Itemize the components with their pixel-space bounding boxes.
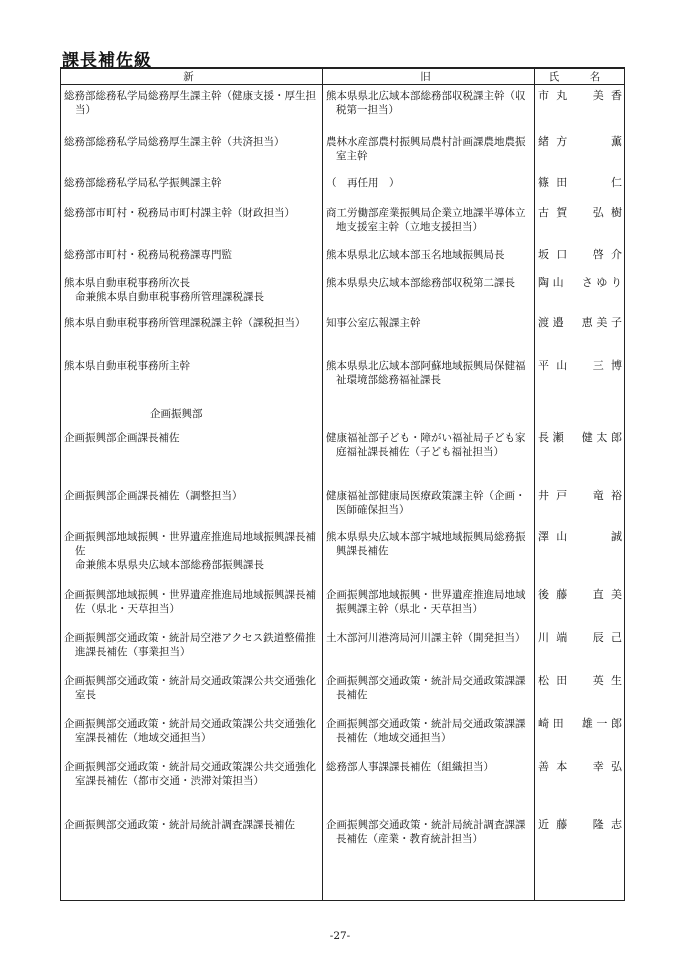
- person-name: 陶山 さゆり: [538, 275, 622, 289]
- new-position-line: 総務部総務私学局総務厚生課主幹（健康支援・厚生担当）: [64, 90, 316, 116]
- person-name: 坂口 啓介: [538, 247, 622, 261]
- cell-old-position: [323, 85, 535, 131]
- cell-old-position: [323, 584, 535, 627]
- cell-new-position: [61, 202, 323, 244]
- person-name: 近藤 隆志: [538, 817, 622, 831]
- old-position-line: 企画振興部交通政策・統計局交通政策課課長補佐: [326, 674, 526, 701]
- cell-old-position: [323, 172, 535, 202]
- new-position-line: 企画振興部交通政策・統計局交通政策課公共交通強化室長: [64, 674, 316, 701]
- cell-old-position: [323, 670, 535, 713]
- cell-old-position: [323, 427, 535, 485]
- cell-person-name: [535, 485, 625, 526]
- cell-old-position: [323, 713, 535, 756]
- old-position-line: （ 再任用 ）: [326, 176, 400, 189]
- person-name: 井戸 竜裕: [538, 488, 622, 502]
- table-row: [61, 202, 625, 244]
- person-name: 緒方 薫: [538, 134, 622, 148]
- table-row: [61, 131, 625, 172]
- table-row: [61, 814, 625, 901]
- cell-new-position: [61, 355, 323, 395]
- personnel-table: [60, 67, 625, 901]
- header-name: 氏 名: [535, 68, 625, 85]
- cell-new-position: [61, 485, 323, 526]
- cell-old-position: [323, 814, 535, 901]
- old-position-line: 商工労働部産業振興局企業立地課半導体立地支援室主幹（立地支援担当）: [326, 206, 526, 233]
- person-name: 渡邉 恵美子: [538, 315, 622, 329]
- cell-person-name: [535, 244, 625, 272]
- table-row: [61, 584, 625, 627]
- cell-new-position: [61, 670, 323, 713]
- person-name: 崎田 雄一郎: [538, 716, 622, 730]
- old-position-line: 企画振興部地域振興・世界遺産推進局地域振興課主幹（県北・天草担当）: [326, 588, 526, 615]
- cell-new-position: [61, 85, 323, 131]
- old-position-line: 総務部人事課課長補佐（組織担当）: [326, 760, 494, 773]
- new-position-line: 企画振興部交通政策・統計局統計調査課課長補佐: [64, 818, 295, 831]
- new-position-line: 熊本県自動車税事務所管理課税課主幹（課税担当）: [64, 316, 306, 329]
- old-position-line: 企画振興部交通政策・統計局交通政策課課長補佐（地域交通担当）: [326, 717, 526, 744]
- cell-person-name: [535, 312, 625, 355]
- cell-person-name: [535, 131, 625, 172]
- new-position-line: 企画振興部地域振興・世界遺産推進局地域振興課長補佐（県北・天草担当）: [64, 588, 316, 615]
- old-position-line: 農林水産部農村振興局農村計画課農地農振室主幹: [326, 135, 526, 162]
- header-old: 旧: [323, 68, 535, 85]
- cell-old-position: [323, 131, 535, 172]
- cell-old-position: [323, 627, 535, 670]
- old-position-line: 健康福祉部子ども・障がい福祉局子ども家庭福祉課長補佐（子ども福祉担当）: [326, 431, 526, 458]
- person-name: 川端 辰己: [538, 630, 622, 644]
- cell-new-position: [61, 427, 323, 485]
- cell-person-name: [535, 526, 625, 584]
- table-row: [61, 312, 625, 355]
- table-row: [61, 395, 625, 427]
- new-position-line: 総務部総務私学局私学振興課主幹: [64, 176, 222, 189]
- cell-person-name: [535, 202, 625, 244]
- cell-new-position: [61, 131, 323, 172]
- new-position-line: 企画振興部企画課長補佐: [64, 431, 180, 444]
- table-row: [61, 85, 625, 131]
- old-position-line: 企画振興部交通政策・統計局統計調査課課長補佐（産業・教育統計担当）: [326, 818, 526, 845]
- old-position-line: 熊本県県北広域本部玉名地域振興局長: [326, 248, 505, 261]
- cell-new-position: [61, 172, 323, 202]
- old-position-line: 熊本県県央広域本部宇城地域振興局総務振興課長補佐: [326, 530, 526, 557]
- new-position-line: 熊本県自動車税事務所次長: [64, 276, 190, 289]
- page-number: -27-: [329, 930, 351, 942]
- cell-old-position: [323, 395, 535, 427]
- cell-person-name: [535, 85, 625, 131]
- table-row: [61, 627, 625, 670]
- section-label: 企画振興部: [150, 407, 203, 420]
- cell-old-position: [323, 355, 535, 395]
- table-body: [61, 85, 625, 901]
- cell-old-position: [323, 485, 535, 526]
- table-row: [61, 172, 625, 202]
- header-new: 新: [61, 68, 323, 85]
- person-name: 市丸 美香: [538, 89, 622, 102]
- new-position-line: 命兼熊本県自動車税事務所管理課税課長: [75, 290, 264, 303]
- new-position-line: 命兼熊本県県央広域本部総務部振興課長: [75, 558, 264, 571]
- cell-old-position: [323, 272, 535, 312]
- new-position-line: 企画振興部交通政策・統計局空港アクセス鉄道整備推進課長補佐（事業担当）: [64, 631, 316, 658]
- cell-new-position: [61, 713, 323, 756]
- cell-old-position: [323, 526, 535, 584]
- cell-new-position: [61, 272, 323, 312]
- cell-new-position: [61, 756, 323, 814]
- person-name: 篠田 仁: [538, 175, 622, 189]
- cell-person-name: [535, 627, 625, 670]
- new-position-line: 総務部市町村・税務局市町村課主幹（財政担当）: [64, 206, 295, 219]
- new-position-line: 企画振興部交通政策・統計局交通政策課公共交通強化室課長補佐（都市交通・渋滞対策担当）: [64, 760, 316, 787]
- cell-new-position: [61, 814, 323, 901]
- person-name: 古賀 弘樹: [538, 205, 622, 219]
- new-position-line: 企画振興部企画課長補佐（調整担当）: [64, 489, 243, 502]
- table-row: [61, 526, 625, 584]
- person-name: 善本 幸弘: [538, 759, 622, 773]
- cell-old-position: [323, 244, 535, 272]
- header-row: [61, 68, 625, 85]
- cell-person-name: [535, 355, 625, 395]
- table-row: [61, 427, 625, 485]
- table-row: [61, 485, 625, 526]
- cell-person-name: [535, 713, 625, 756]
- table-row: [61, 713, 625, 756]
- old-position-line: 熊本県県北広域本部阿蘇地域振興局保健福祉環境部総務福祉課長: [326, 359, 526, 386]
- new-position-line: 熊本県自動車税事務所主幹: [64, 359, 190, 372]
- cell-person-name: [535, 814, 625, 901]
- person-name: 平山 三博: [538, 358, 622, 372]
- new-position-line: 総務部市町村・税務局税務課専門監: [64, 248, 232, 261]
- cell-old-position: [323, 756, 535, 814]
- table-row: [61, 355, 625, 395]
- person-name: 松田 英生: [538, 673, 622, 687]
- cell-new-position: [61, 526, 323, 584]
- cell-person-name: [535, 395, 625, 427]
- old-position-line: 熊本県県央広域本部総務部収税第二課長: [326, 276, 515, 289]
- table-row: [61, 272, 625, 312]
- old-position-line: 土木部河川港湾局河川課主幹（開発担当）: [326, 631, 526, 644]
- person-name: 澤山 誠: [538, 529, 622, 543]
- cell-new-position: [61, 584, 323, 627]
- cell-old-position: [323, 202, 535, 244]
- cell-old-position: [323, 312, 535, 355]
- old-position-line: 熊本県県北広域本部総務部収税課主幹（収税第一担当）: [326, 90, 526, 116]
- page-title: 課長補佐級: [62, 51, 152, 71]
- cell-person-name: [535, 670, 625, 713]
- cell-person-name: [535, 272, 625, 312]
- cell-new-position: [61, 395, 323, 427]
- old-position-line: 健康福祉部健康局医療政策課主幹（企画・医師確保担当）: [326, 489, 526, 516]
- new-position-line: 企画振興部地域振興・世界遺産推進局地域振興課長補佐: [64, 530, 316, 557]
- new-position-line: 企画振興部交通政策・統計局交通政策課公共交通強化室課長補佐（地域交通担当）: [64, 717, 316, 744]
- table-row: [61, 244, 625, 272]
- cell-person-name: [535, 756, 625, 814]
- cell-person-name: [535, 584, 625, 627]
- cell-new-position: [61, 312, 323, 355]
- cell-person-name: [535, 172, 625, 202]
- old-position-line: 知事公室広報課主幹: [326, 316, 421, 329]
- new-position-line: 総務部総務私学局総務厚生課主幹（共済担当）: [64, 135, 285, 148]
- person-name: 後藤 直美: [538, 587, 622, 601]
- person-name: 長瀬 健太郎: [538, 430, 622, 444]
- table-row: [61, 756, 625, 814]
- cell-new-position: [61, 244, 323, 272]
- cell-new-position: [61, 627, 323, 670]
- cell-person-name: [535, 427, 625, 485]
- table-row: [61, 670, 625, 713]
